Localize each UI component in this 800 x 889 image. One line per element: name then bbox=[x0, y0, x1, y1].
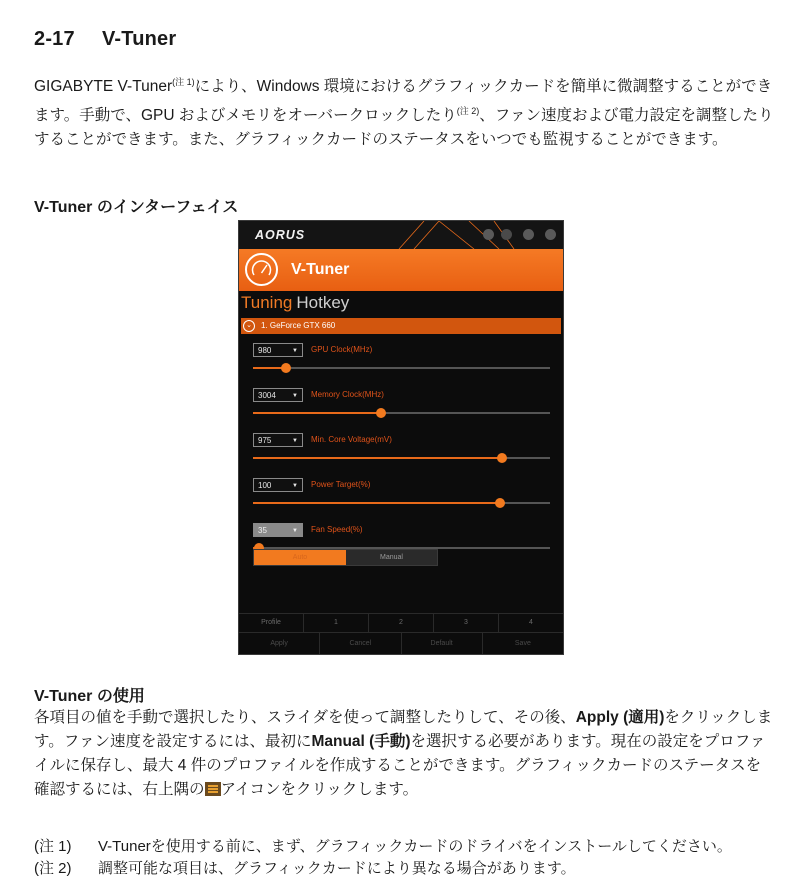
gpu-clock-control bbox=[253, 343, 553, 373]
intro-text-1: GIGABYTE V-Tuner bbox=[34, 78, 173, 96]
tab-tuning[interactable]: Tuning bbox=[241, 293, 293, 312]
slider-thumb[interactable] bbox=[376, 408, 386, 418]
note-text: V-Tunerを使用する前に、まず、グラフィックカードのドライバをインストールしてください。 bbox=[98, 838, 732, 855]
chevron-down-icon[interactable]: ⌄ bbox=[243, 320, 255, 332]
aorus-logo: AORUS bbox=[255, 228, 306, 242]
intro-paragraph bbox=[34, 70, 774, 152]
profile-4-button[interactable]: 4 bbox=[529, 619, 533, 626]
core-voltage-control bbox=[253, 433, 553, 463]
manual-term: Manual (手動) bbox=[311, 733, 411, 750]
usage-heading: V-Tuner の使用 bbox=[34, 688, 145, 705]
slider-thumb[interactable] bbox=[497, 453, 507, 463]
usage-text-1: 各項目の値を手動で選択したり、スライダを使って調整したりして、その後、 bbox=[34, 709, 576, 726]
gpu-name: 1. GeForce GTX 660 bbox=[261, 321, 336, 330]
settings-icon[interactable] bbox=[483, 229, 494, 240]
power-target-control bbox=[253, 478, 553, 508]
title-bar bbox=[239, 221, 563, 249]
core-voltage-select[interactable]: 975 ▼ bbox=[253, 433, 303, 447]
intro-text-3: 、ファン速度および電力設定を調整したりすることができます。また、グラフィックカードのステータスをいつでも監視することができます。 bbox=[34, 107, 774, 149]
fan-speed-select[interactable]: 35 ▼ bbox=[253, 523, 303, 537]
slider-thumb[interactable] bbox=[495, 498, 505, 508]
list-icon bbox=[205, 782, 221, 796]
notes bbox=[34, 836, 774, 880]
fan-mode-toggle bbox=[253, 549, 438, 566]
profile-3-button[interactable]: 3 bbox=[434, 614, 499, 632]
note-label: (注 2) bbox=[34, 860, 72, 877]
cancel-button[interactable]: Cancel bbox=[320, 633, 401, 655]
power-target-slider[interactable] bbox=[253, 502, 550, 504]
minimize-icon[interactable] bbox=[523, 229, 534, 240]
memory-clock-slider[interactable] bbox=[253, 412, 550, 414]
usage-text-3: を選択する必要があります。現在の設定をプロファイルに保存し、最大 4 件のプロファイルを作成することができます。グラフィックカードのステータスを確認するには、右上隅の bbox=[34, 733, 766, 798]
power-target-label: Power Target(%) bbox=[311, 480, 371, 489]
usage-paragraph bbox=[34, 706, 774, 802]
memory-clock-label: Memory Clock(MHz) bbox=[311, 390, 384, 399]
profile-row bbox=[239, 613, 563, 632]
note-2 bbox=[34, 858, 774, 880]
core-voltage-slider[interactable] bbox=[253, 457, 550, 459]
profile-label: Profile bbox=[239, 614, 304, 632]
app-banner bbox=[239, 249, 563, 291]
core-voltage-label: Min. Core Voltage(mV) bbox=[311, 435, 392, 444]
action-row bbox=[239, 632, 563, 655]
memory-clock-select[interactable]: 3004 ▼ bbox=[253, 388, 303, 402]
save-button[interactable]: Save bbox=[514, 640, 531, 647]
apply-button[interactable]: Apply bbox=[239, 633, 320, 655]
power-target-select[interactable]: 100 ▼ bbox=[253, 478, 303, 492]
section-number: 2-17 bbox=[34, 28, 75, 50]
section-title: V-Tuner bbox=[102, 28, 177, 50]
tab-hotkey[interactable]: Hotkey bbox=[296, 293, 350, 312]
fan-auto-button[interactable]: Auto bbox=[254, 550, 346, 565]
memory-clock-control bbox=[253, 388, 553, 418]
usage-text-4: アイコンをクリックします。 bbox=[220, 781, 419, 798]
profile-2-button[interactable]: 2 bbox=[369, 614, 434, 632]
fan-manual-button[interactable]: Manual bbox=[346, 550, 437, 565]
usage-text-2: をクリックします。ファン速度を設定するには、最初に bbox=[34, 709, 773, 750]
gpu-clock-select[interactable]: 980 ▼ bbox=[253, 343, 303, 357]
profile-1-button[interactable]: 1 bbox=[304, 614, 369, 632]
intro-text-2: により、Windows 環境におけるグラフィックカードを簡単に微調整することができます。手動で、GPU およびメモリをオーバークロックしたり bbox=[34, 78, 773, 125]
app-title: V-Tuner bbox=[291, 261, 350, 278]
gpu-clock-label: GPU Clock(MHz) bbox=[311, 345, 373, 354]
bottom-panel bbox=[239, 613, 563, 655]
gpu-clock-slider[interactable] bbox=[253, 367, 550, 369]
fan-speed-label: Fan Speed(%) bbox=[311, 525, 363, 534]
default-button[interactable]: Default bbox=[402, 633, 483, 655]
list-icon[interactable] bbox=[501, 229, 512, 240]
apply-term: Apply (適用) bbox=[575, 709, 665, 726]
note-ref-2: (注 2) bbox=[456, 106, 480, 117]
note-text: 調整可能な項目は、グラフィックカードにより異なる場合があります。 bbox=[98, 860, 576, 877]
note-1 bbox=[34, 836, 774, 858]
interface-heading: V-Tuner のインターフェイス bbox=[34, 199, 239, 216]
note-ref-1: (注 1) bbox=[172, 77, 195, 87]
note-label: (注 1) bbox=[34, 838, 72, 855]
gauge-icon bbox=[245, 253, 278, 286]
tab-bar bbox=[241, 293, 349, 313]
close-icon[interactable] bbox=[545, 229, 556, 240]
vtuner-window bbox=[238, 220, 564, 655]
gpu-selector-bar[interactable] bbox=[241, 318, 561, 334]
slider-thumb[interactable] bbox=[281, 363, 291, 373]
section-heading bbox=[34, 28, 176, 51]
